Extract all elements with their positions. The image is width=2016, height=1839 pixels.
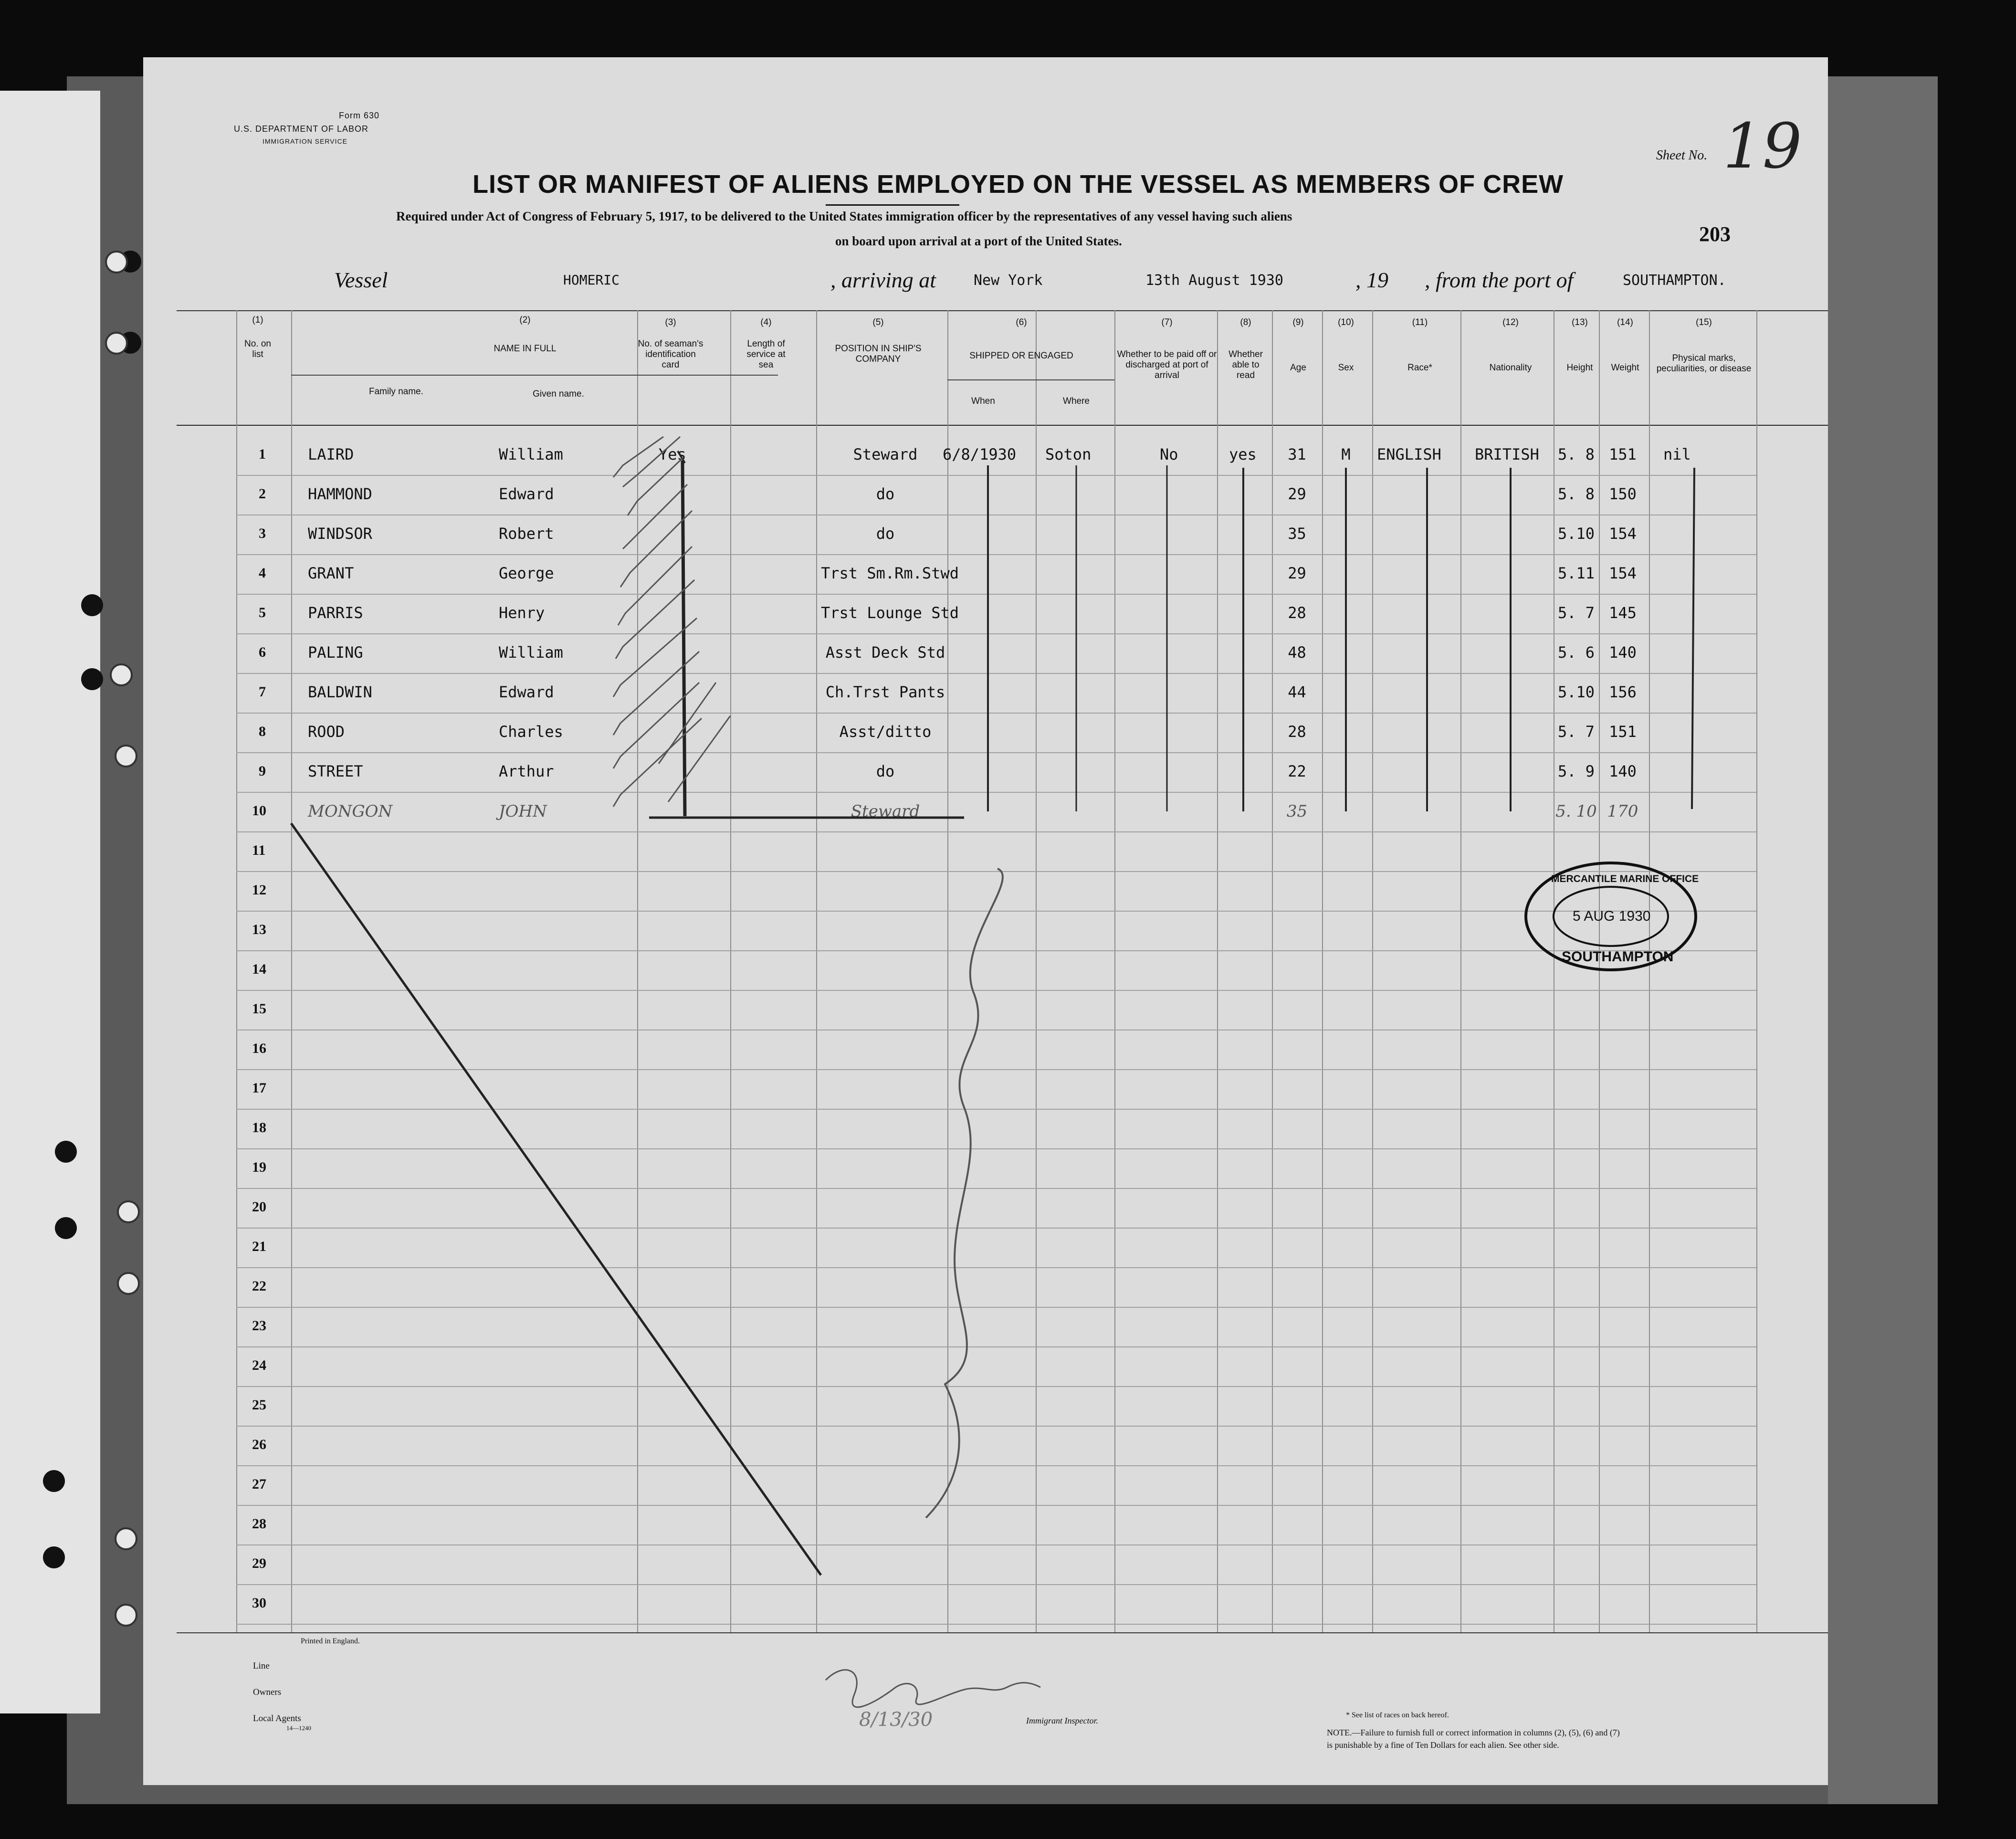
cell-weight: 150	[1609, 485, 1637, 503]
binder-ring	[117, 1200, 140, 1223]
cell-age: 22	[1288, 762, 1306, 780]
binder-hole	[55, 1217, 77, 1239]
cell-height: 5. 8	[1557, 485, 1595, 503]
cell-height: 5. 10	[1555, 802, 1597, 821]
row-number: 1	[259, 446, 266, 462]
cell-given: Henry	[499, 604, 545, 622]
col-num-10: (10)	[1338, 317, 1354, 327]
cell-position: Trst Sm.Rm.Stwd	[821, 564, 959, 582]
inspector-date: 8/13/30	[859, 1709, 933, 1731]
row-number: 4	[259, 565, 266, 581]
col-head-when: When	[971, 396, 995, 406]
manifest-sheet	[143, 57, 1828, 1785]
cell-family: PALING	[308, 643, 363, 662]
sheet-number: 19	[1723, 110, 1802, 182]
col-head-service: Length of service at sea	[746, 339, 786, 370]
col-head-height: Height	[1566, 363, 1593, 373]
cell-age: 44	[1288, 683, 1306, 701]
row-number: 15	[252, 1001, 266, 1017]
cell-age: 35	[1286, 802, 1308, 821]
cell-family: BALDWIN	[308, 683, 372, 701]
service: IMMIGRATION SERVICE	[262, 137, 347, 145]
col-num-1: (1)	[252, 315, 263, 325]
col-head-marks: Physical marks, peculiarities, or disease	[1656, 353, 1752, 374]
mercantile-stamp	[1522, 859, 1699, 974]
cell-age: 29	[1288, 485, 1306, 503]
col-num-9: (9)	[1292, 317, 1304, 327]
col-num-7: (7)	[1161, 317, 1173, 327]
col-num-15: (15)	[1696, 317, 1712, 327]
cell-height: 5.11	[1557, 564, 1595, 582]
col-head-paid-off: Whether to be paid off or discharged at port of arrival	[1117, 349, 1217, 380]
cell-position: do	[876, 762, 895, 780]
row-number: 2	[259, 486, 266, 502]
row-number: 16	[252, 1040, 266, 1056]
col-num-13: (13)	[1572, 317, 1588, 327]
cell-weight: 154	[1609, 525, 1637, 543]
cell-age: 29	[1288, 564, 1306, 582]
cell-given: Arthur	[499, 762, 554, 780]
adjacent-page-strip	[0, 91, 100, 1713]
cell-given: William	[499, 643, 563, 662]
col-num-3: (3)	[665, 317, 676, 327]
cell-position: do	[876, 525, 895, 543]
row-number: 7	[259, 684, 266, 700]
row-number: 22	[252, 1278, 266, 1294]
binder-ring	[110, 663, 133, 686]
row-number: 25	[252, 1397, 266, 1413]
backing-sheet-right	[1828, 76, 1938, 1804]
cell-height: 5. 7	[1557, 723, 1595, 741]
col-head-no-on-list: No. on list	[244, 339, 271, 359]
cell-family: MONGON	[308, 802, 393, 821]
row-number: 13	[252, 922, 266, 937]
departure-port: SOUTHAMPTON.	[1623, 272, 1726, 289]
cell-given: JOHN	[499, 802, 547, 821]
col-head-race: Race*	[1407, 363, 1432, 373]
col-head-name-in-full: NAME IN FULL	[494, 344, 556, 354]
cell-given: William	[499, 445, 563, 463]
cell-age: 48	[1288, 643, 1306, 662]
cell-position: Ch.Trst Pants	[825, 683, 945, 701]
row-number: 28	[252, 1516, 266, 1532]
row-number: 12	[252, 882, 266, 898]
cell-family: LAIRD	[308, 445, 354, 463]
cell-age: 28	[1288, 723, 1306, 741]
col-num-5: (5)	[872, 317, 884, 327]
row-number: 8	[259, 724, 266, 739]
stamp-top-text: MERCANTILE MARINE OFFICE	[1551, 873, 1699, 884]
cell-weight: 151	[1609, 723, 1637, 741]
row-number: 23	[252, 1318, 266, 1334]
cell-height: 5. 9	[1557, 762, 1595, 780]
card-column-bracket	[682, 461, 685, 816]
cell-position: Asst/ditto	[839, 723, 932, 741]
cell-position: Trst Lounge Std	[821, 604, 959, 622]
cell-height: 5.10	[1557, 525, 1595, 543]
binder-hole	[81, 594, 103, 616]
row-number: 26	[252, 1437, 266, 1452]
printed-note: Printed in England.	[301, 1637, 360, 1645]
cell-height: 5. 7	[1557, 604, 1595, 622]
cell-family: PARRIS	[308, 604, 363, 622]
col-num-14: (14)	[1617, 317, 1633, 327]
owners-label: Owners	[253, 1687, 282, 1697]
col-head-given-name: Given name.	[533, 389, 584, 399]
col-num-6: (6)	[1016, 317, 1027, 327]
cell-weight: 170	[1607, 802, 1638, 821]
stamp-date: 5 AUG 1930	[1573, 908, 1651, 924]
subtitle-line1: Required under Act of Congress of February 5, 1917, to be delivered to the United States immigration officer by the representatives of any vessel having such aliens	[396, 209, 1292, 223]
cell-position: Asst Deck Std	[825, 643, 945, 662]
cell-marks: nil	[1663, 445, 1691, 463]
col-num-4: (4)	[760, 317, 772, 327]
col-head-sex: Sex	[1338, 363, 1354, 373]
arrival-port: New York	[974, 272, 1043, 289]
col-head-shipped: SHIPPED OR ENGAGED	[969, 351, 1073, 361]
inspector-signature	[826, 1670, 1040, 1707]
cell-position: do	[876, 485, 895, 503]
department: U.S. DEPARTMENT OF LABOR	[234, 124, 369, 134]
cell-nationality: BRITISH	[1475, 445, 1539, 463]
subtitle-line2: on board upon arrival at a port of the United States.	[835, 234, 1122, 248]
cell-paid: No	[1160, 445, 1178, 463]
vessel-name: HOMERIC	[563, 272, 620, 288]
cell-weight: 140	[1609, 762, 1637, 780]
col-num-8: (8)	[1240, 317, 1251, 327]
arrival-date: 13th August 1930	[1145, 272, 1283, 289]
cell-age: 28	[1288, 604, 1306, 622]
col-head-card: No. of seaman's identification card	[638, 339, 704, 370]
row-number: 27	[252, 1476, 266, 1492]
cell-given: George	[499, 564, 554, 582]
sheet-label: Sheet No.	[1656, 148, 1708, 163]
cell-position: Steward	[850, 802, 920, 821]
col-head-family-name: Family name.	[368, 387, 424, 397]
form-title: LIST OR MANIFEST OF ALIENS EMPLOYED ON THE VESSEL AS MEMBERS OF CREW	[472, 170, 1564, 199]
form-number: Form 630	[339, 111, 380, 120]
cell-given: Edward	[499, 485, 554, 503]
cell-weight: 145	[1609, 604, 1637, 622]
col-num-12: (12)	[1502, 317, 1519, 327]
cell-race: ENGLISH	[1377, 445, 1441, 463]
row-number: 5	[259, 605, 266, 620]
penalty-note-1: NOTE.—Failure to furnish full or correct information in columns (2), (5), (6) and (7)	[1327, 1728, 1620, 1737]
pencil-squiggle	[926, 869, 1003, 1518]
binder-hole	[43, 1546, 65, 1568]
row-number: 30	[252, 1595, 266, 1611]
cell-when: 6/8/1930	[943, 445, 1017, 463]
cell-weight: 151	[1609, 445, 1637, 463]
row-number: 29	[252, 1555, 266, 1571]
row-number: 18	[252, 1120, 266, 1135]
cell-position: Steward	[853, 445, 918, 463]
col-num-2: (2)	[519, 315, 531, 325]
row-number: 3	[259, 525, 266, 541]
cell-card: Yes	[659, 445, 686, 463]
cell-family: ROOD	[308, 723, 345, 741]
line-label: Line	[253, 1661, 270, 1671]
penalty-note-2: is punishable by a fine of Ten Dollars for each alien. See other side.	[1327, 1740, 1559, 1750]
cell-family: HAMMOND	[308, 485, 372, 503]
row-number: 14	[252, 961, 266, 977]
stamp-bottom-text: SOUTHAMPTON	[1562, 949, 1674, 965]
row-number: 9	[259, 763, 266, 779]
col-head-where: Where	[1063, 396, 1090, 406]
cell-family: GRANT	[308, 564, 354, 582]
cell-where: Soton	[1045, 445, 1092, 463]
check-marks	[613, 437, 730, 807]
binder-hole	[81, 668, 103, 690]
cell-family: STREET	[308, 762, 363, 780]
col-head-position: POSITION IN SHIP'S COMPANY	[835, 344, 922, 364]
col-head-weight: Weight	[1611, 363, 1639, 373]
cell-given: Robert	[499, 525, 554, 543]
row-number: 11	[252, 842, 266, 858]
cell-age: 31	[1288, 445, 1306, 463]
row-number: 17	[252, 1080, 266, 1096]
binder-ring	[115, 1604, 137, 1627]
col-head-nationality: Nationality	[1489, 363, 1532, 373]
binder-ring	[115, 745, 137, 767]
cell-sex: M	[1341, 445, 1351, 463]
binder-ring	[117, 1272, 140, 1295]
cell-weight: 156	[1609, 683, 1637, 701]
row-number: 21	[252, 1239, 266, 1254]
row-number: 10	[252, 803, 266, 819]
row-number: 6	[259, 644, 266, 660]
cell-weight: 154	[1609, 564, 1637, 582]
vessel-label: Vessel	[334, 268, 388, 292]
col-head-age: Age	[1290, 363, 1306, 373]
races-note: * See list of races on back hereof.	[1346, 1711, 1449, 1719]
cell-family: WINDSOR	[308, 525, 372, 543]
cell-height: 5. 8	[1557, 445, 1595, 463]
arriving-label: , arriving at	[830, 268, 936, 292]
col-num-11: (11)	[1412, 317, 1428, 327]
binder-hole	[55, 1141, 77, 1163]
agents-label: Local Agents	[253, 1713, 301, 1723]
binder-ring	[115, 1527, 137, 1550]
cell-age: 35	[1288, 525, 1306, 543]
binder-hole	[43, 1470, 65, 1492]
form-reference: 14—1240	[286, 1724, 311, 1732]
cell-height: 5. 6	[1557, 643, 1595, 662]
binder-ring	[105, 251, 128, 273]
cell-weight: 140	[1609, 643, 1637, 662]
year-suffix: , 19	[1355, 268, 1388, 292]
binder-ring	[105, 332, 128, 355]
inspector-label: Immigrant Inspector.	[1026, 1716, 1098, 1725]
row-number: 19	[252, 1159, 266, 1175]
cell-given: Charles	[499, 723, 563, 741]
page-number: 203	[1699, 222, 1731, 246]
cancel-diagonal	[291, 823, 821, 1575]
ditto-line-marks	[1692, 468, 1694, 809]
row-number: 24	[252, 1357, 266, 1373]
from-port-label: , from the port of	[1425, 268, 1574, 292]
cell-height: 5.10	[1557, 683, 1595, 701]
cell-given: Edward	[499, 683, 554, 701]
col-head-read: Whether able to read	[1228, 349, 1263, 380]
cell-read: yes	[1229, 445, 1257, 463]
row-number: 20	[252, 1199, 266, 1215]
